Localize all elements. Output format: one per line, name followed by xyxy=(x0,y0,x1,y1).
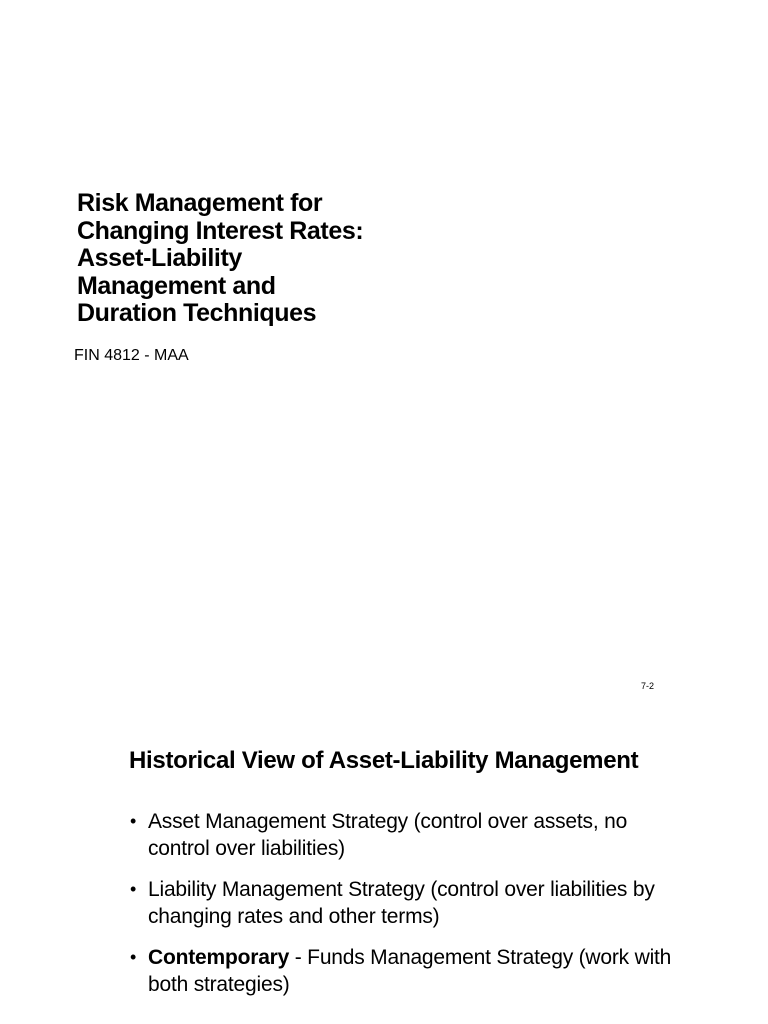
content-slide-title: Historical View of Asset-Liability Management xyxy=(129,747,639,774)
bullet-text: Asset Management Strategy (control over assets, no control over liabilities) xyxy=(148,810,628,860)
bullet-text: Liability Management Strategy (control over liabilities by changing rates and other terms) xyxy=(148,878,655,928)
bullet-icon: • xyxy=(130,947,137,967)
slide-title: Risk Management for Changing Interest Rates: Asset-Liability Management and Duration Techniques xyxy=(77,189,364,327)
bullet-item-funds-management xyxy=(130,944,690,998)
slide-number: 7-2 xyxy=(641,681,655,691)
bullet-list xyxy=(130,808,690,1012)
bullet-icon: • xyxy=(130,879,137,899)
bullet-text: - Funds Management Strategy (work with both strategies) xyxy=(148,946,672,996)
bullet-bold-prefix: Contemporary xyxy=(148,946,290,969)
course-code: FIN 4812 - MAA xyxy=(74,347,189,364)
content-slide xyxy=(0,515,768,1024)
bullet-item-liability-management xyxy=(130,876,690,930)
bullet-icon: • xyxy=(130,811,137,831)
bullet-item-asset-management xyxy=(130,808,690,862)
